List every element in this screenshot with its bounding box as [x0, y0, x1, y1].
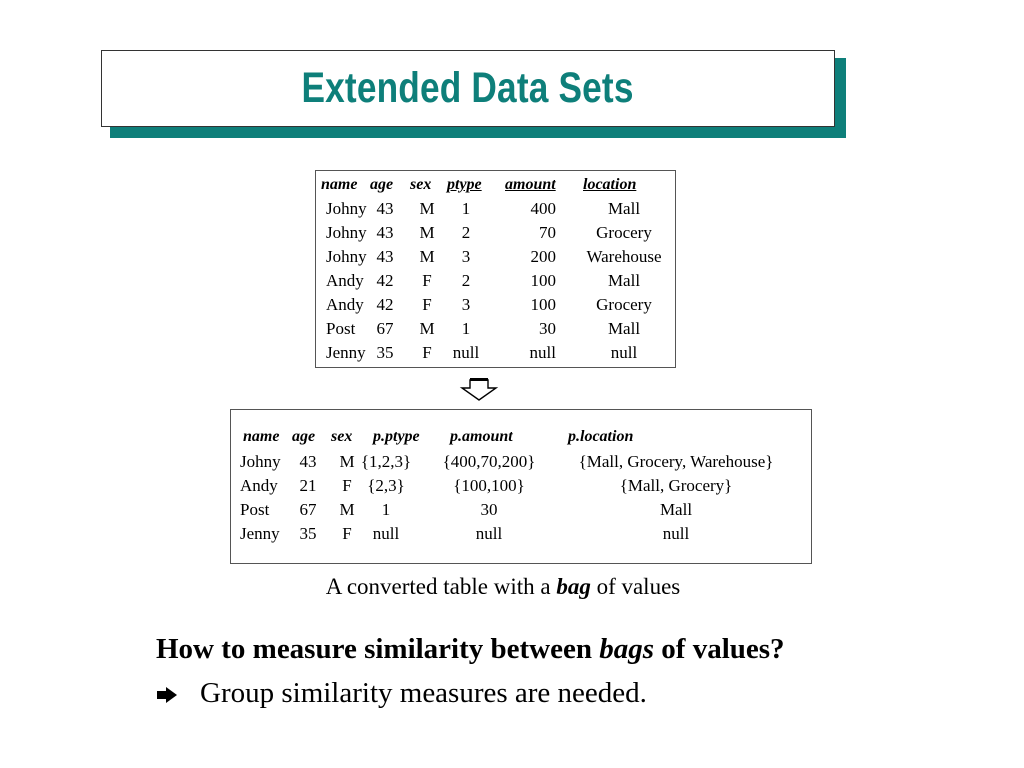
down-arrow-icon — [458, 376, 500, 402]
table-cell: {100,100} — [453, 476, 525, 495]
table-cell: Jenny — [326, 343, 366, 362]
table-cell: 1 — [381, 500, 391, 519]
t2-header-pamount: p.amount — [450, 428, 513, 445]
table-cell: Andy — [240, 476, 278, 495]
bullet-text: Group similarity measures are needed. — [200, 677, 647, 709]
t1-header-ptype: ptype — [447, 176, 482, 193]
table-cell: Grocery — [596, 295, 652, 314]
table-cell: 3 — [461, 295, 471, 314]
t1-header-location: location — [583, 176, 637, 193]
converted-table — [230, 409, 812, 564]
table-cell: 70 — [539, 223, 556, 242]
table-cell: M — [419, 223, 435, 242]
table-cell: Johny — [326, 223, 367, 242]
table-cell: Johny — [240, 452, 281, 471]
table-cell: Post — [326, 319, 356, 338]
table-cell: 1 — [461, 319, 471, 338]
table-cell: F — [422, 295, 432, 314]
table-cell: Mall — [607, 319, 641, 338]
table-cell: Mall — [607, 199, 641, 218]
t1-header-age: age — [370, 176, 394, 193]
t2-header-plocation: p.location — [568, 428, 634, 445]
table-cell: {Mall, Grocery, Warehouse} — [578, 452, 774, 471]
bullet-point — [156, 677, 647, 712]
t2-header-pptype: p.ptype — [373, 428, 420, 445]
table-cell: Johny — [326, 247, 367, 266]
table-cell: 67 — [376, 319, 394, 338]
table-cell: F — [342, 476, 352, 495]
table-cell: {1,2,3} — [360, 452, 412, 471]
table-cell: 3 — [461, 247, 471, 266]
table-cell: null — [475, 524, 503, 543]
t2-header-sex: sex — [331, 428, 353, 445]
table-cell: 2 — [461, 271, 471, 290]
t1-header-amount: amount — [505, 176, 556, 193]
table-cell: 35 — [299, 524, 317, 543]
table-cell: 30 — [539, 319, 556, 338]
caption-text-before: A converted table with a — [325, 574, 557, 599]
table-cell: 2 — [461, 223, 471, 242]
table-cell: 35 — [376, 343, 394, 362]
table-cell: M — [419, 319, 435, 338]
table-cell: 67 — [299, 500, 317, 519]
table-cell: Warehouse — [586, 247, 662, 266]
table-cell: Jenny — [240, 524, 280, 543]
table-cell: 400 — [530, 199, 556, 218]
table-cell: Post — [240, 500, 270, 519]
caption-emphasis: bag — [556, 574, 591, 599]
caption-text-after: of values — [590, 574, 681, 599]
table-cell: 43 — [376, 247, 394, 266]
table-cell: M — [419, 199, 435, 218]
table-cell: Andy — [326, 295, 364, 314]
question-text-after: of values? — [654, 633, 785, 665]
table-cell: 42 — [376, 295, 394, 314]
table-cell: 30 — [480, 500, 498, 519]
table-cell: Grocery — [596, 223, 652, 242]
table-cell: null — [610, 343, 638, 362]
t2-header-name: name — [243, 428, 280, 445]
right-arrow-icon — [156, 679, 200, 712]
question-emphasis: bags — [599, 633, 655, 665]
table-cell: 100 — [530, 295, 556, 314]
table-cell: F — [422, 343, 432, 362]
table-cell: {400,70,200} — [442, 452, 536, 471]
table-cell: 200 — [530, 247, 556, 266]
table-cell: 43 — [376, 199, 394, 218]
table-cell: 1 — [461, 199, 471, 218]
table-cell: 43 — [376, 223, 394, 242]
t1-header-sex: sex — [410, 176, 432, 193]
table-cell: {Mall, Grocery} — [619, 476, 733, 495]
table-cell: F — [342, 524, 352, 543]
question-heading — [156, 633, 785, 666]
table-cell: M — [419, 247, 435, 266]
title-box — [101, 50, 835, 127]
table-cell: null — [372, 524, 400, 543]
slide-title: Extended Data Sets — [301, 64, 635, 112]
table-cell: null — [662, 524, 690, 543]
table-caption — [0, 574, 1006, 600]
table-cell: Andy — [326, 271, 364, 290]
table-cell: null — [452, 343, 480, 362]
table-cell: Mall — [659, 500, 693, 519]
table-cell: {2,3} — [367, 476, 405, 495]
table-cell: Mall — [607, 271, 641, 290]
table-cell: 42 — [376, 271, 394, 290]
question-text-before: How to measure similarity between — [156, 633, 600, 665]
table-cell: null — [529, 343, 556, 362]
t1-header-name: name — [321, 176, 358, 193]
table-cell: 43 — [299, 452, 317, 471]
t2-header-age: age — [292, 428, 316, 445]
table-cell: M — [339, 452, 355, 471]
table-cell: F — [422, 271, 432, 290]
table-cell: M — [339, 500, 355, 519]
table-cell: 21 — [299, 476, 317, 495]
table-cell: Johny — [326, 199, 367, 218]
table-cell: 100 — [530, 271, 556, 290]
original-table — [315, 170, 676, 368]
